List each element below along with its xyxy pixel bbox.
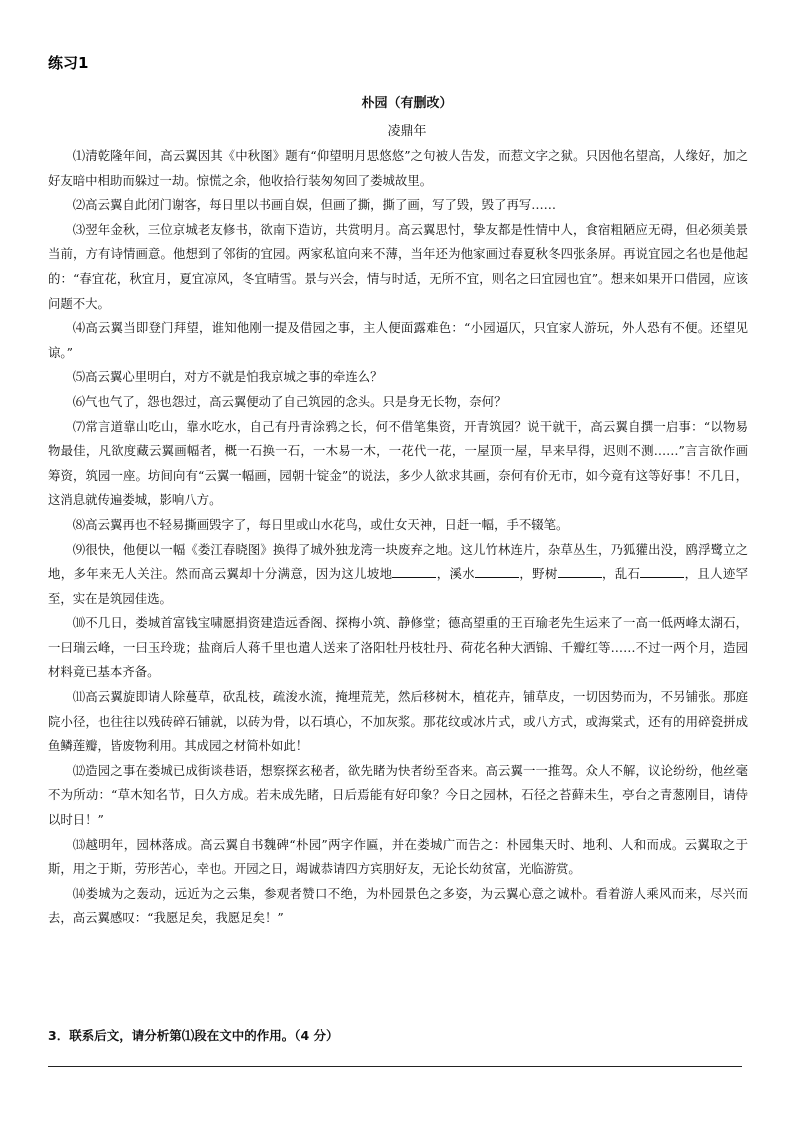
paragraph-8: ⑻高云翼再也不轻易撕画毁字了，每日里或山水花鸟，或仕女天神，日赶一幅，手不辍笔。 (72, 516, 569, 532)
paragraph-10: ⑽不几日，娄城首富钱宝啸愿捐资建造远香阁、探梅小筑、静修堂；德高望重的王百瑜老先生运来了一高一低两峰太湖石，一曰瑞云峰，一曰玉玲珑；盐商后人蒋千里也遣人送来了洛阳牡丹枝牡丹、荷花名种大洒锦、千瓣红等……不过一两个月，造园材料竟已基本齐备。 (48, 615, 748, 680)
question-3: 3．联系后文，请分析第⑴段在文中的作用。（4 分） (48, 1028, 339, 1043)
paragraph-13: ⒀越明年，园林落成。高云翼自书魏碑“朴园”两字作匾，并在娄城广而告之：朴园集天时、地利、人和而成。云翼取之于斯，用之于斯，劳形苦心，幸也。开园之日，竭诚恭请四方宾朋好友，无论长幼贫富，光临游赏。 (48, 836, 748, 877)
paragraph-2: ⑵高云翼自此闭门谢客，每日里以书画自娱，但画了撕，撕了画，写了毁，毁了再写…… (72, 197, 557, 213)
paragraph-3: ⑶翌年金秋，三位京城老友修书，欲南下造访，共赏明月。高云翼思忖，挚友都是性情中人，食宿粗陋应无碍，但必须美景当前，方有诗情画意。他想到了邻街的宜园。两家私谊向来不薄，当年还为他家画过春夏秋冬四张条屏。再说宜园之名也是他起的：“春宜花，秋宜月，夏宜凉风，冬宜晴雪。景与兴会，情与时适，无所不宜，则名之曰宜园也宜”。想来如果开口借园，应该问题不大。 (48, 221, 748, 311)
paragraph-12: ⑿造园之事在娄城已成街谈巷语，想察探玄秘者，欲先睹为快者纷至沓来。高云翼一一推驾。众人不解，议论纷纷，他丝毫不为所动：“草木知名节，日久方成。若未成先睹，日后焉能有好印象？今日之园林，石径之苔藓未生，亭台之青葱刚目，请侍以时日！” (48, 762, 748, 828)
paragraph-7: ⑺常言道靠山吃山，靠水吃水，自己有丹青涂鸦之长，何不借笔集资，开青筑园？说干就干，高云翼自撰一启事：“以物易物最佳，凡欲度藏云翼画幅者，概一石换一石，一木易一木，一花代一花，一屋顶一屋，早来早得，迟则不测……”言言欲作画筹资，筑园一座。坊间向有“云翼一幅画，园朝十锭金”的说法，多少人欲求其画，奈何有价无市，如今竟有这等好事！不几日，这消息就传遍娄城，影响八方。 (48, 418, 748, 508)
paragraph-6: ⑹气也气了，怨也怨过，高云翼便动了自己筑园的念头。只是身无长物，奈何？ (72, 393, 507, 409)
fill-blank-2[interactable] (475, 565, 519, 578)
paragraph-9 (48, 538, 748, 612)
paragraph-14: ⒁娄城为之轰动，远近为之云集，参观者赞口不绝，为朴园景色之多姿，为云翼心意之诚朴。看着游人乘风而来，尽兴而去，高云翼感叹：“我愿足矣，我愿足矣！” (48, 885, 748, 926)
paragraph-9-text-c: ，野树 (518, 566, 558, 582)
article-body (48, 144, 748, 931)
fill-blank-4[interactable] (640, 565, 684, 578)
fill-blank-3[interactable] (558, 565, 602, 578)
story-author: 凌鼎年 (387, 124, 427, 139)
section-title: 练习1 (48, 54, 89, 72)
paragraph-5: ⑸高云翼心里明白，对方不就是怕我京城之事的牵连么？ (72, 369, 383, 385)
paragraph-4: ⑷高云翼当即登门拜望，谁知他刚一提及借园之事，主人便面露难色：“小园逼仄，只宜家人游玩，外人恐有不便。还望见谅。” (48, 320, 748, 360)
paragraph-1: ⑴清乾隆年间，高云翼因其《中秋图》题有“仰望明月思悠悠”之句被人告发，而惹文字之狱。只因他名望高，人缘好，加之好友暗中相助而躲过一劫。惊慌之余，他收拾行装匆匆回了娄城故里。 (48, 148, 748, 188)
paragraph-9-text-b: ，溪水 (436, 566, 475, 582)
paragraph-9-text-a: ⑼很快，他便以一幅《娄江春晓图》换得了城外独龙湾一块废弃之地。这儿竹林连片，杂草丛生，乃狐獾出没，鸥浮鹭立之地，多年来无人关注。然而高云翼却十分满意，因为这儿坡地 (48, 541, 748, 582)
paragraph-11: ⑾高云翼旋即请人除蔓草，砍乱枝，疏浚水流，掩埋荒芜，然后移树木，植花卉，铺草皮，一切因势而为，不另铺张。那庭院小径，也往往以残砖碎石铺就，以砖为骨，以石填心，不加灰浆。那花纹或冰片式，或八方式，或海棠式，还有的用碎瓷拼成鱼鳞莲瓣，皆废物利用。其成园之材简朴如此！ (48, 689, 748, 754)
fill-blank-1[interactable] (392, 565, 436, 578)
answer-line[interactable] (48, 1066, 742, 1067)
story-title: 朴园（有删改） (361, 96, 453, 111)
paragraph-9-text-d: ，乱石 (601, 566, 641, 582)
paragraph-9-text-e: ，且人迹罕至，实在是筑园佳选。 (48, 566, 749, 606)
